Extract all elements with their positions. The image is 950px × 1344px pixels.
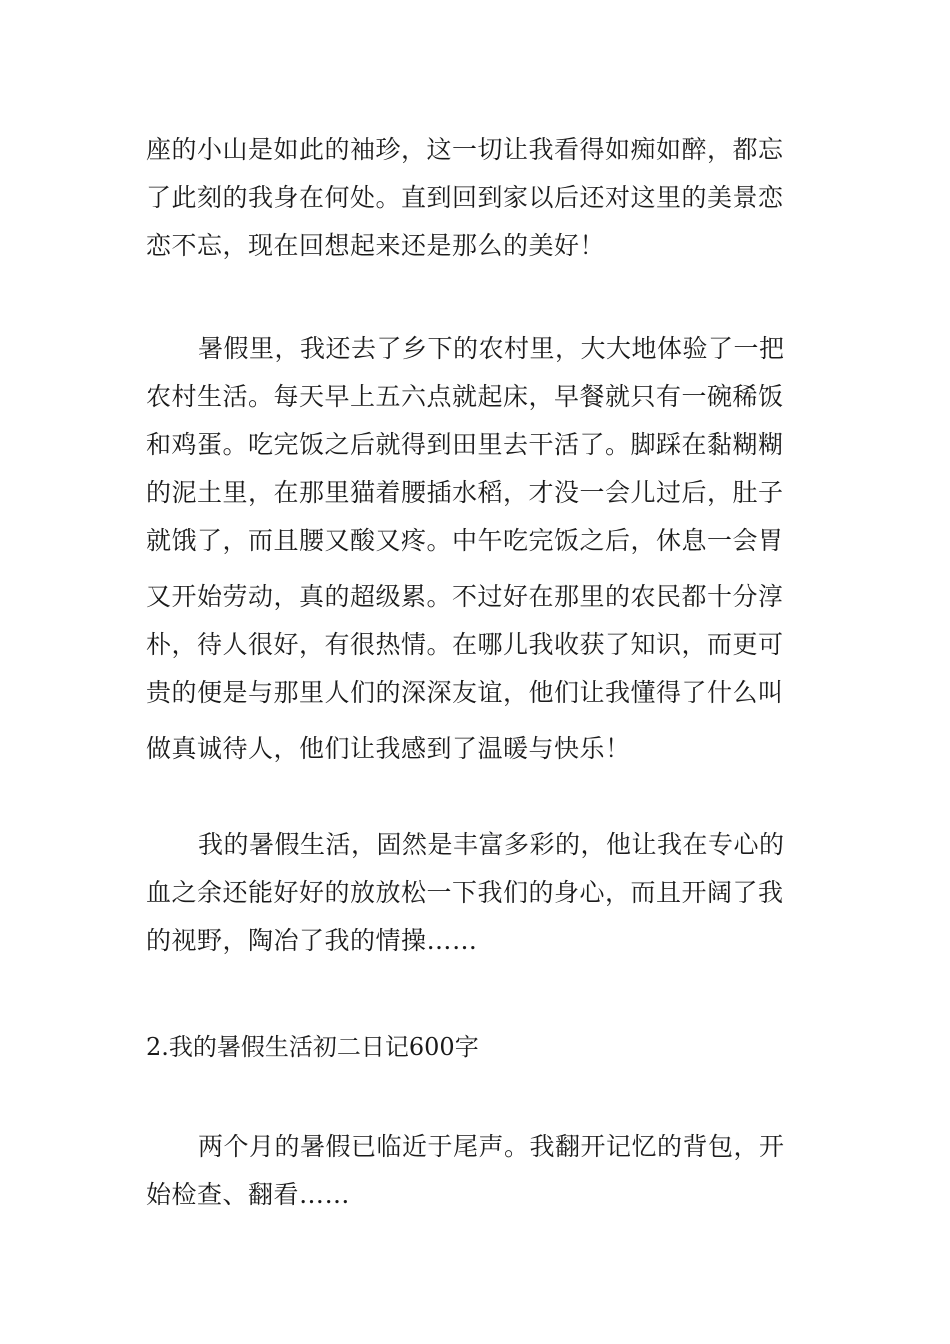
paragraph-4-line-2: 始检查、翻看……	[146, 1180, 351, 1209]
paragraph-2-line-2: 农村生活。每天早上五六点就起床，早餐就只有一碗稀饭	[146, 382, 784, 411]
paragraph-2-line-5: 就饿了，而且腰又酸又疼。中午吃完饭之后，休息一会胃	[146, 526, 784, 555]
paragraph-2-line-1: 暑假里，我还去了乡下的农村里，大大地体验了一把	[198, 334, 785, 363]
paragraph-2-line-4: 的泥土里，在那里猫着腰插水稻，才没一会儿过后，肚子	[146, 478, 784, 507]
paragraph-1-line-3: 恋不忘，现在回想起来还是那么的美好！	[146, 231, 606, 260]
paragraph-2-line-6: 又开始劳动，真的超级累。不过好在那里的农民都十分淳	[146, 582, 784, 611]
paragraph-1-line-2: 了此刻的我身在何处。直到回到家以后还对这里的美景恋	[146, 183, 784, 212]
paragraph-2-line-9: 做真诚待人，他们让我感到了温暖与快乐！	[146, 734, 631, 763]
paragraph-2-line-3: 和鸡蛋。吃完饭之后就得到田里去干活了。脚踩在黏糊糊	[146, 430, 784, 459]
section-heading: 2.我的暑假生活初二日记600字	[146, 1033, 479, 1061]
paragraph-3-line-3: 的视野，陶冶了我的情操……	[146, 926, 478, 955]
paragraph-4-line-1: 两个月的暑假已临近于尾声。我翻开记忆的背包，开	[198, 1132, 785, 1161]
paragraph-2-line-8: 贵的便是与那里人们的深深友谊，他们让我懂得了什么叫	[146, 678, 784, 707]
paragraph-2-line-7: 朴，待人很好，有很热情。在哪儿我收获了知识，而更可	[146, 630, 784, 659]
paragraph-3-line-1: 我的暑假生活，固然是丰富多彩的，他让我在专心的	[198, 830, 785, 859]
paragraph-1-line-1: 座的小山是如此的袖珍，这一切让我看得如痴如醉，都忘	[146, 135, 784, 164]
paragraph-3-line-2: 血之余还能好好的放放松一下我们的身心，而且开阔了我	[146, 878, 784, 907]
